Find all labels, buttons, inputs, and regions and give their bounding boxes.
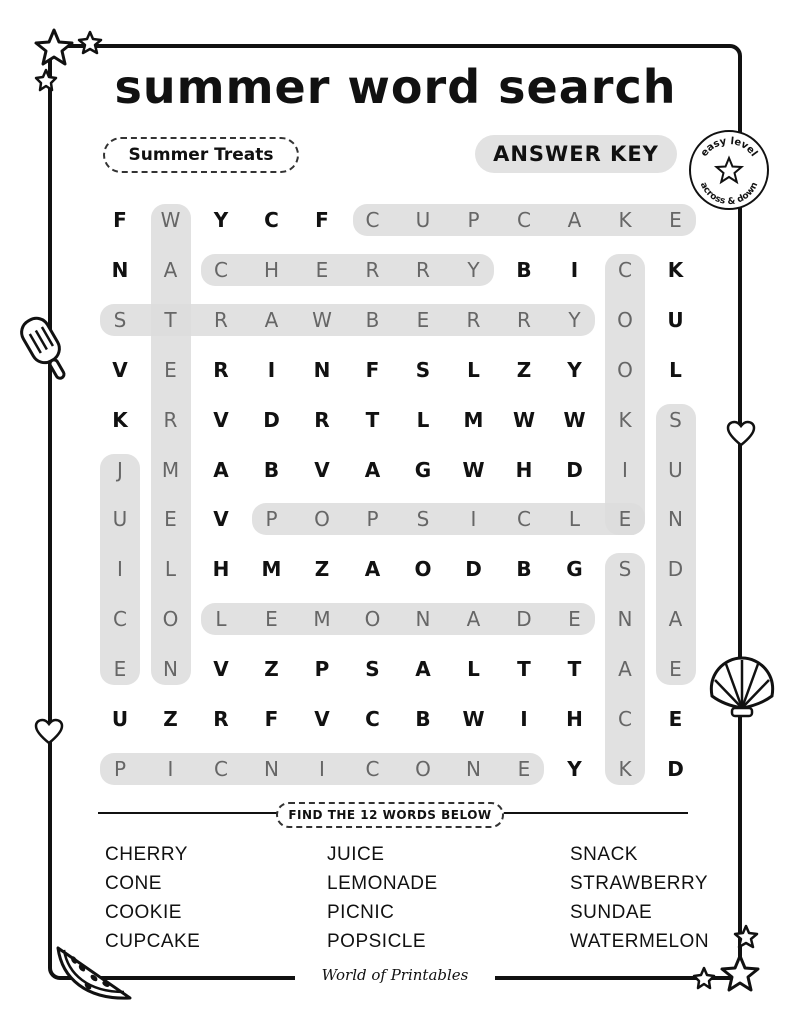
grid-letter: V (213, 507, 229, 532)
grid-letter: E (164, 357, 177, 382)
grid-letter: F (365, 357, 380, 382)
grid-letter: R (214, 307, 228, 332)
grid-letter: B (516, 257, 532, 282)
grid-letter: C (365, 756, 380, 781)
grid-letter: Z (264, 657, 279, 682)
grid-letter: S (365, 657, 380, 682)
grid-letter: A (415, 657, 431, 682)
grid-letter: O (617, 357, 633, 382)
footer-brand: World of Printables (295, 962, 495, 988)
grid-letter: K (618, 208, 632, 232)
grid-letter: E (416, 307, 430, 332)
star-icon (36, 70, 56, 90)
grid-letter: K (667, 257, 684, 282)
grid-letter: M (463, 407, 484, 432)
grid-letter: A (466, 607, 481, 632)
grid-letter: K (618, 407, 632, 432)
grid-letter: C (264, 208, 279, 232)
grid-letter: S (669, 407, 682, 432)
grid-letter: O (414, 557, 432, 582)
grid-letter: R (213, 707, 229, 731)
word-list-item: CUPCAKE (105, 931, 201, 952)
grid-letter: W (512, 407, 536, 432)
grid-letter: I (319, 756, 325, 781)
grid-letter: A (668, 607, 683, 632)
grid-letter: Z (516, 357, 532, 382)
grid-letter: I (267, 357, 276, 382)
grid-letter: F (113, 208, 127, 232)
answer-key-label: ANSWER KEY (475, 135, 677, 173)
grid-letter: P (366, 507, 379, 532)
word-list-item: POPSICLE (327, 931, 427, 952)
grid-letter: D (667, 557, 684, 582)
star-icon (694, 968, 714, 988)
grid-letter: R (213, 357, 229, 382)
word-list-column-2 (327, 840, 438, 956)
word-list-column-3 (570, 840, 709, 956)
grid-letter: C (113, 607, 127, 632)
grid-letter: A (264, 307, 279, 332)
find-words-label: FIND THE 12 WORDS BELOW (276, 802, 504, 828)
grid-letter: D (516, 607, 532, 632)
grid-letter: C (618, 257, 632, 282)
star-icon (722, 956, 758, 990)
watermelon-icon (52, 938, 136, 1008)
grid-letter: N (415, 607, 431, 632)
grid-letter: O (314, 507, 330, 532)
grid-letter: W (462, 707, 485, 731)
grid-letter: E (568, 607, 581, 632)
grid-letter: B (263, 457, 280, 482)
badge-line1: easy level (698, 135, 760, 159)
grid-letter: L (215, 607, 227, 632)
grid-letter: E (113, 657, 127, 682)
grid-letter: N (313, 357, 331, 382)
grid-letter: L (568, 507, 581, 532)
grid-letter: D (566, 457, 583, 482)
grid-letter: Y (568, 307, 581, 332)
page-title: summer word search (114, 60, 677, 114)
grid-letter: C (365, 208, 380, 232)
grid-letter: Y (467, 257, 480, 282)
seashell-icon (704, 652, 780, 722)
grid-letter: U (415, 208, 431, 232)
grid-letter: A (364, 557, 381, 582)
grid-letter: E (618, 507, 632, 532)
grid-letter: C (618, 707, 632, 731)
grid-letter: G (566, 557, 583, 582)
grid-letter: S (415, 357, 431, 382)
grid-letter: I (117, 557, 123, 582)
grid-letter: A (364, 457, 381, 482)
heart-icon (34, 718, 64, 746)
grid-letter: I (470, 507, 477, 532)
grid-letter: L (669, 357, 682, 382)
grid-letter: Y (213, 208, 229, 232)
grid-letter: A (213, 457, 229, 482)
grid-letter: E (164, 507, 177, 532)
star-icon (735, 926, 757, 947)
word-list-item: SNACK (570, 844, 638, 865)
grid-letter: B (415, 707, 431, 731)
subtitle-pill: Summer Treats (103, 137, 299, 173)
grid-letter: E (669, 208, 682, 232)
grid-letter: L (467, 657, 480, 682)
grid-letter: M (313, 607, 331, 632)
grid-letter: V (112, 357, 128, 382)
grid-letter: W (160, 208, 181, 232)
grid-letter: R (416, 257, 430, 282)
word-list-item: PICNIC (327, 902, 395, 923)
grid-letter: H (566, 707, 583, 731)
grid-letter: W (462, 457, 485, 482)
grid-letter: R (466, 307, 481, 332)
grid-letter: H (212, 557, 230, 582)
grid-letter: G (414, 457, 432, 482)
grid-letter: D (263, 407, 280, 432)
grid-letter: T (517, 657, 531, 682)
word-list-item: CHERRY (105, 844, 188, 865)
grid-letter: Y (567, 756, 582, 781)
grid-letter: L (164, 557, 177, 582)
word-list-item: COOKIE (105, 902, 182, 923)
grid-letter: F (264, 707, 279, 731)
grid-letter: A (618, 657, 632, 682)
grid-letter: W (312, 307, 332, 332)
grid-letter: R (365, 257, 380, 282)
star-icon (36, 30, 72, 64)
grid-letter: U (668, 457, 683, 482)
grid-letter: Z (314, 557, 330, 582)
grid-letter: I (520, 707, 528, 731)
grid-letter: I (570, 257, 579, 282)
grid-letter: N (668, 507, 683, 532)
word-list-item: CONE (105, 873, 162, 894)
grid-letter: V (314, 457, 330, 482)
grid-letter: O (617, 307, 633, 332)
grid-letter: R (314, 407, 330, 432)
word-list-item: WATERMELON (570, 931, 710, 952)
grid-letter: L (416, 407, 430, 432)
grid-letter: U (112, 507, 128, 532)
grid-letter: K (112, 407, 128, 432)
grid-letter: E (669, 657, 682, 682)
grid-letter: T (365, 407, 380, 432)
grid-letter: K (618, 756, 632, 781)
word-list-item: STRAWBERRY (570, 873, 709, 894)
grid-letter: S (416, 507, 430, 532)
grid-letter: M (261, 557, 282, 582)
grid-letter: C (517, 208, 531, 232)
grid-letter: N (617, 607, 633, 632)
grid-letter: V (213, 657, 229, 682)
grid-letter: N (111, 257, 129, 282)
grid-letter: Z (163, 707, 178, 731)
grid-letter: P (265, 507, 278, 532)
grid-letter: C (214, 756, 228, 781)
star-cluster-bottom-right (690, 922, 770, 1002)
word-list-item: JUICE (327, 844, 385, 865)
grid-letter: O (162, 607, 179, 632)
grid-letter: P (113, 756, 127, 781)
grid-letter: A (163, 257, 178, 282)
grid-letter: S (618, 557, 632, 582)
badge-line2: across & down (697, 180, 761, 208)
grid-letter: D (667, 756, 684, 781)
grid-letter: P (467, 208, 480, 232)
grid-letter: M (161, 457, 180, 482)
grid-letter: E (517, 756, 531, 781)
grid-letter: C (517, 507, 531, 532)
grid-letter: V (314, 707, 330, 731)
grid-letter: U (667, 307, 684, 332)
grid-letter: O (364, 607, 381, 632)
grid-letter: F (315, 208, 329, 232)
grid-letter: D (465, 557, 482, 582)
grid-letter: I (622, 457, 628, 482)
grid-letter: J (117, 457, 123, 482)
grid-letter: V (213, 407, 229, 432)
grid-letter: P (314, 657, 330, 682)
grid-letter: E (265, 607, 278, 632)
grid-letter: H (515, 457, 533, 482)
grid-letter: E (315, 257, 329, 282)
grid-letter: R (163, 407, 178, 432)
word-list-item: LEMONADE (327, 873, 438, 894)
star-icon (79, 32, 101, 53)
grid-letter: I (167, 756, 174, 781)
grid-letter: W (563, 407, 586, 432)
grid-letter: L (467, 357, 480, 382)
heart-icon (726, 420, 756, 448)
grid-letter: H (263, 257, 280, 282)
grid-letter: N (264, 756, 279, 781)
grid-letter: C (214, 257, 228, 282)
grid-letter: T (567, 657, 582, 682)
grid-letter: N (466, 756, 481, 781)
grid-letter: B (365, 307, 380, 332)
word-list-item: SUNDAE (570, 902, 653, 923)
grid-letter: S (113, 307, 127, 332)
popsicle-icon (16, 310, 76, 390)
star-cluster-top-left (32, 26, 112, 98)
grid-letter: U (111, 707, 129, 731)
grid-letter: N (163, 657, 178, 682)
grid-letter: B (516, 557, 532, 582)
grid-letter: C (365, 707, 380, 731)
grid-letter: O (415, 756, 431, 781)
grid-letter: A (567, 208, 582, 232)
grid-letter: R (517, 307, 531, 332)
grid-letter: E (668, 707, 683, 731)
grid-letter: T (164, 307, 177, 332)
grid-letter: Y (567, 357, 582, 382)
